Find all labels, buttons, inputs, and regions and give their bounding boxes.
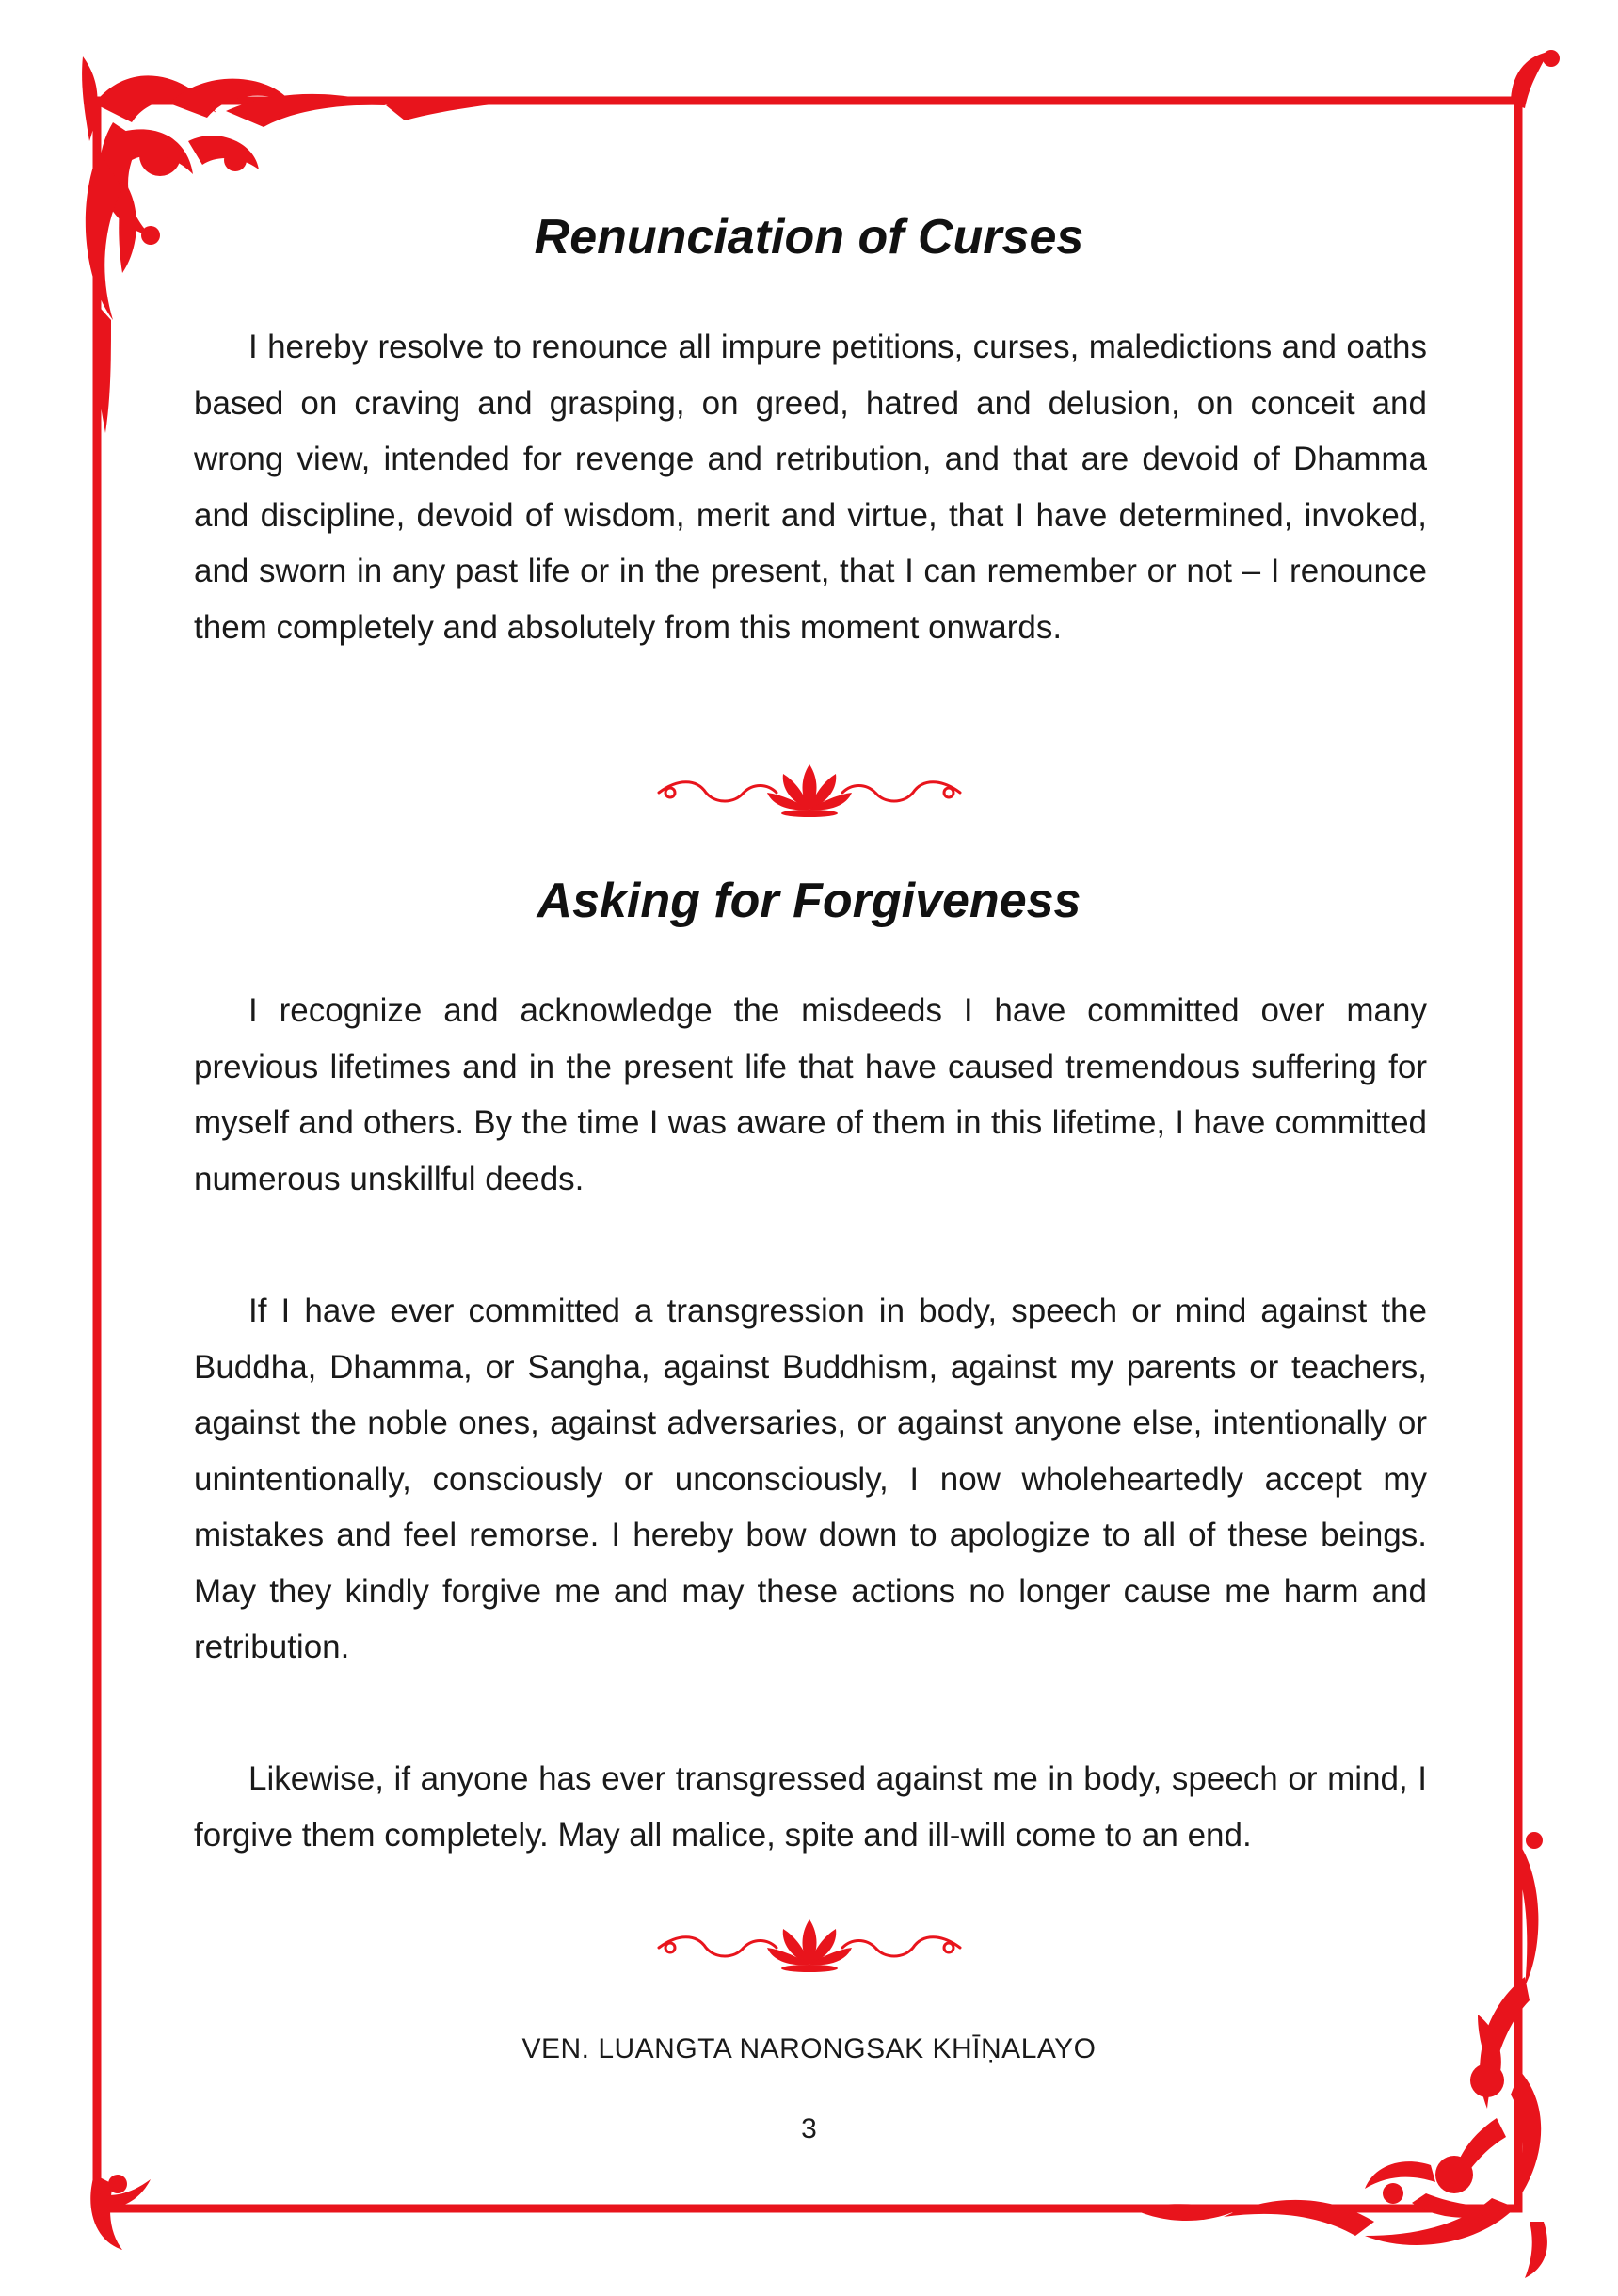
author-name: VEN. LUANGTA NARONGSAK KHĪṆALAYO bbox=[521, 2033, 1097, 2064]
section-title: Renunciation of Curses bbox=[534, 210, 1084, 265]
paragraph: Likewise, if anyone has ever transgressed against me in body, speech or mind, I forgive them completely. May all malice, spite and ill-will come to an end. bbox=[194, 1760, 1427, 1854]
paragraph: I hereby resolve to renounce all impure petitions, curses, maledictions and oaths based on craving and grasping, on greed, hatred and delusion, on conceit and wrong view, intended for revenge and retribution, and that are devoid of Dhamma and discipline, devoid of wisdom, merit and virtue, that I have determined, invoked, and sworn in any past life or in the present, that I can remember or not – I renounce them completely and absolutely from this moment onwards. bbox=[194, 329, 1427, 646]
page-number: 3 bbox=[801, 2113, 817, 2144]
corner-flourish-icon bbox=[1511, 50, 1560, 108]
lotus-divider-icon bbox=[649, 1910, 969, 1976]
paragraph: I recognize and acknowledge the misdeeds I have committed over many previous lifetimes and in the present life that have caused tremendous suffering for myself and others. By the time I was aware of them in this lifetime, I have committed numerous unskillful deeds. bbox=[194, 992, 1427, 1197]
paragraph: If I have ever committed a transgression in body, speech or mind against the Buddha, Dhamma, or Sangha, against Buddhism, against my parents or teachers, against the noble ones, against adversaries, or against anyone else, intentionally or unintentionally, consciously or unconsciously, I now wholeheartedly accept my mistakes and feel remorse. I hereby bow down to apologize to all of these beings. May they kindly forgive me and may these actions no longer cause me harm and retribution. bbox=[194, 1293, 1427, 1665]
section-title: Asking for Forgiveness bbox=[537, 874, 1081, 928]
lotus-divider-icon bbox=[649, 755, 969, 821]
